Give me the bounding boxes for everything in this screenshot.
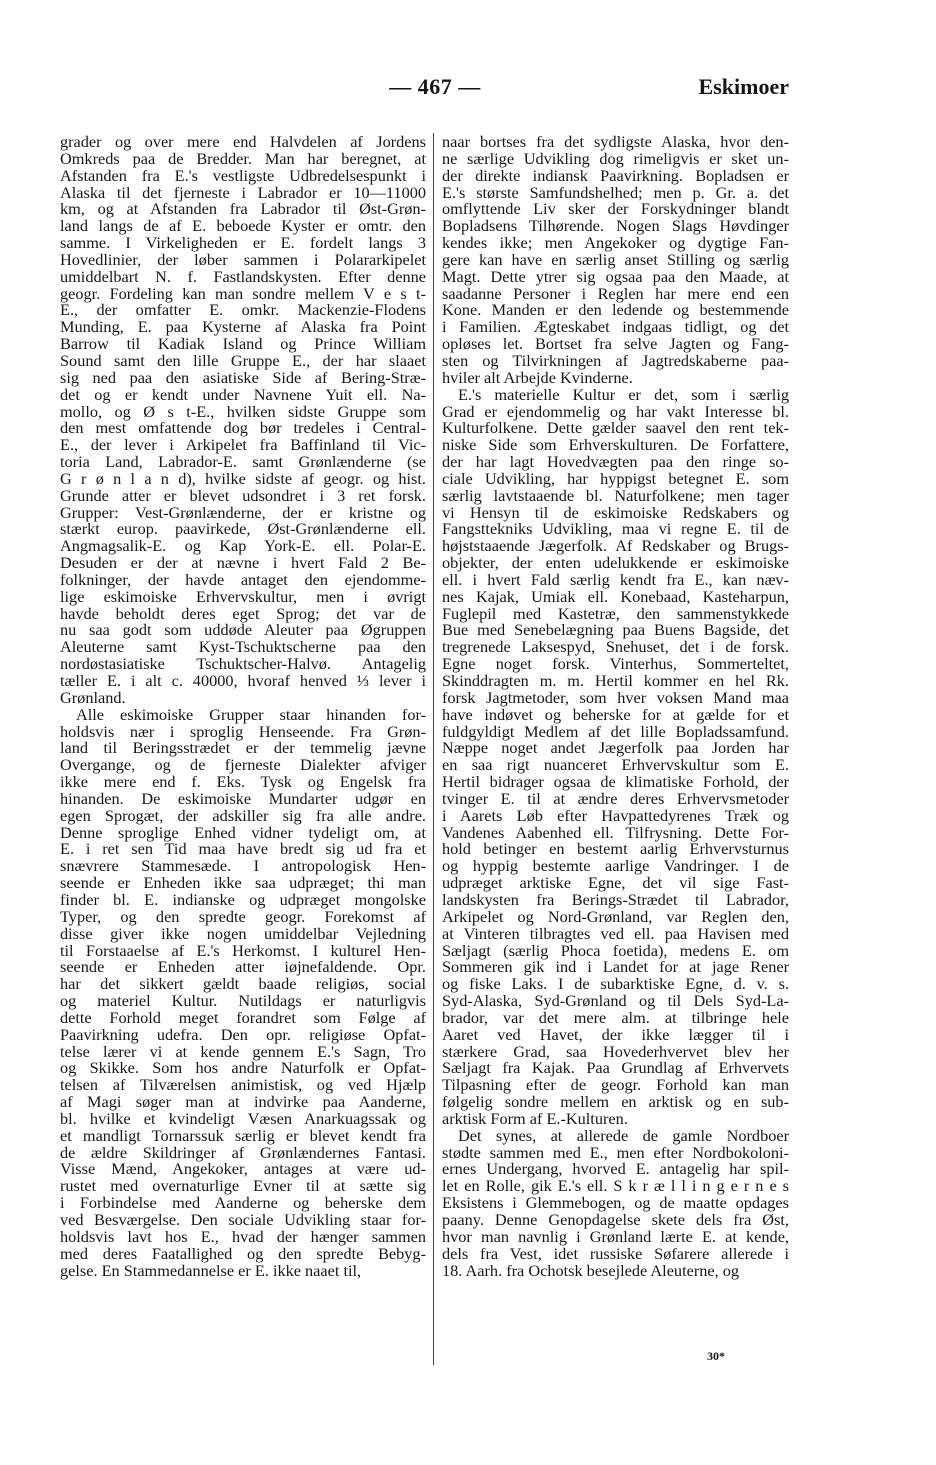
left-text-column bbox=[60, 134, 426, 1279]
text-line: til Forstaaelse af E.'s Herkomst. I kulturel Hen- bbox=[60, 940, 426, 960]
text-line: og materiel Kultur. Nutildags er naturligvis bbox=[60, 991, 426, 1011]
text-line: Bopladsens Tilhørende. Nogen Slags Høvdinger bbox=[442, 216, 789, 236]
text-line: Magt. Dette ytrer sig ogsaa paa den Maade, at bbox=[442, 266, 789, 286]
text-line: Angmagsalik-E. og Kap York-E. ell. Polar-E. bbox=[60, 536, 426, 556]
text-line: egen Sprogæt, der adskiller sig fra alle andre. bbox=[60, 805, 426, 825]
text-line: dels fra Vest, idet russiske Søfarere allerede i bbox=[442, 1243, 789, 1263]
text-line: ikke mere end f. Eks. Tysk og Engelsk fra bbox=[60, 772, 426, 792]
text-line: gelse. En Stammedannelse er E. ikke naaet til, bbox=[60, 1260, 362, 1280]
text-line: stærkt europ. paavirkede, Øst-Grønlænderne ell. bbox=[60, 519, 426, 539]
text-line: Fangsttekniks Udvikling, maa vi regne E. til de bbox=[442, 519, 789, 539]
text-line: opløses let. Bortset fra selve Jagten og Fang- bbox=[442, 334, 789, 354]
text-line: sig ned paa den asiatiske Side af Bering-Stræ- bbox=[60, 367, 426, 387]
text-line: Omkreds paa de Bredder. Man har beregnet, at bbox=[60, 148, 426, 168]
text-line: E. i ret sen Tid maa have bredt sig ud fra et bbox=[60, 839, 426, 859]
text-line: E.'s materielle Kultur er det, som i særlig bbox=[458, 384, 789, 404]
text-line: E., der omfatter E. omkr. Mackenzie-Flodens bbox=[60, 300, 426, 320]
text-line: Aleuterne samt Kyst-Tschuktscherne paa den bbox=[60, 637, 426, 657]
text-line: tregrenede Laksespyd, Snehuset, det i de forsk. bbox=[442, 637, 789, 657]
text-line: Denne sproglige Enhed vidner tydeligt om, at bbox=[60, 822, 426, 842]
text-line: Grupper: Vest-Grønlænderne, der er kristne og bbox=[60, 502, 426, 522]
text-line: paany. Denne Genopdagelse skete dels fra Øst, bbox=[442, 1210, 789, 1229]
text-line: holdsvis nær i sproglig Henseende. Fra Grøn- bbox=[60, 721, 426, 741]
text-line: Alaska til det fjerneste i Labrador er 10—11000 bbox=[60, 182, 426, 202]
text-line: Sæljagt fra Kajak. Paa Grundlag af Erhvervets bbox=[442, 1058, 789, 1078]
text-line: en saa rigt nuanceret Erhvervskultur som E. bbox=[442, 755, 789, 775]
text-line: Grønland. bbox=[60, 687, 126, 707]
text-line: Kulturfolkene. Dette gælder saavel den rent tek- bbox=[442, 418, 789, 438]
text-line: havde beholdt deres eget Sprog; det var de bbox=[60, 603, 426, 623]
text-line: folkninger, der havde antaget den ejendomme- bbox=[60, 569, 426, 589]
text-line: Fuglepil med Kastetræ, den sammenstykkede bbox=[442, 603, 789, 623]
text-line: ell. i hvert Fald særlig kendt fra E., kan næv- bbox=[442, 569, 789, 589]
text-line: nu saa godt som uddøde Aleuter paa Øgruppen bbox=[60, 620, 426, 640]
text-line: Arkipelet og Nord-Grønland, var Reglen den, bbox=[442, 906, 789, 926]
text-line: Bue med Senebelægning paa Buens Bagside, det bbox=[442, 620, 789, 640]
text-line: Aaret ved Havet, der ikke lægger til i bbox=[442, 1024, 789, 1044]
text-line: 18. Aarh. fra Ochotsk besejlede Aleuterne, og bbox=[442, 1260, 740, 1280]
text-line: land langs de af E. beboede Kyster er omtr. den bbox=[60, 216, 426, 236]
text-line: G r ø n l a n d), hvilke sidste af geogr. og hist. bbox=[60, 468, 426, 488]
text-line: nordøstasiatiske Tschuktscher-Halvø. Antagelig bbox=[60, 654, 426, 674]
text-line: Overgange, og de fjerneste Dialekter afviger bbox=[60, 755, 426, 775]
text-line: ciale Udvikling, har hyppigst betegnet E. som bbox=[442, 468, 789, 488]
text-line: der har lagt Hovedvægten paa den ringe so- bbox=[442, 452, 789, 472]
text-line: landskysten fra Berings-Strædet til Labrador, bbox=[442, 889, 789, 909]
text-line: Visse Mænd, Angekoker, antages at være ud- bbox=[60, 1159, 426, 1179]
text-line: de ældre Skildringer af Grønlændernes Fantasi. bbox=[60, 1142, 426, 1162]
text-line: og hyppig bestemte aarlige Vandringer. I de bbox=[442, 856, 789, 876]
text-line: et mandligt Tornarssuk særlig er blevet kendt fra bbox=[60, 1125, 426, 1145]
text-line: stødte sammen med E., men efter Nordbokoloni- bbox=[442, 1142, 789, 1162]
text-line: Alle eskimoiske Grupper staar hinanden for- bbox=[76, 704, 426, 724]
text-line: og Skikke. Som hos andre Naturfolk er Opfat- bbox=[60, 1058, 426, 1078]
running-head-keyword: Eskimoer bbox=[698, 74, 789, 99]
text-line: grader og over mere end Halvdelen af Jordens bbox=[60, 132, 426, 151]
text-line: fuldgyldigt Medlem af det lille Bopladssamfund. bbox=[442, 721, 789, 741]
text-line: af Magi søger man at indvirke paa Aanderne, bbox=[60, 1092, 426, 1112]
text-line: Eksistens i Glemmebogen, og de maatte opdages bbox=[442, 1193, 789, 1213]
text-line: seende er Enheden atter iøjnefaldende. Opr. bbox=[60, 957, 426, 977]
text-line: Det synes, at allerede de gamle Nordboer bbox=[458, 1125, 789, 1145]
text-line: Sound samt den lille Gruppe E., der har slaaet bbox=[60, 350, 426, 370]
text-line: gere kan have en særlig anset Stilling og særlig bbox=[442, 249, 789, 269]
text-line: E., der lever i Arkipelet fra Baffinland til Vic- bbox=[60, 435, 426, 455]
text-line: bl. hvilke et kvindeligt Væsen Anarkuagssak og bbox=[60, 1108, 426, 1128]
text-line: der direkte indiansk Paavirkning. Bopladsen er bbox=[442, 165, 789, 185]
text-line: Munding, E. paa Kysterne af Alaska fra Point bbox=[60, 317, 426, 337]
text-line: Hovedlinier, der løber sammen i Polararkipelet bbox=[60, 249, 426, 269]
text-line: hinanden. De eskimoiske Mundarter udgør en bbox=[60, 788, 426, 808]
text-line: ne særlige Udvikling dog rimeligvis er sket un- bbox=[442, 148, 789, 168]
text-line: umiddelbart N. f. Fastlandskysten. Efter denne bbox=[60, 266, 426, 286]
page-number: — 467 — bbox=[389, 74, 481, 99]
text-line: mollo, og Ø s t-E., hvilken sidste Gruppe som bbox=[60, 401, 426, 421]
text-line: rustet med overnaturlige Evner til at sætte sig bbox=[60, 1176, 426, 1196]
text-line: hvor man navnlig i Grønland lærte E. at kende, bbox=[442, 1226, 789, 1246]
text-line: vi Hensyn til de eskimoiske Redskabers og bbox=[442, 502, 789, 522]
text-line: disse giver ikke nogen umiddelbar Vejledning bbox=[60, 923, 426, 943]
text-line: følgelig sondre mellem en arktisk og en sub- bbox=[442, 1092, 789, 1112]
text-line: Sæljagt (særlig Phoca foetida), medens E. om bbox=[442, 940, 789, 960]
text-line: samme. I Virkeligheden er E. fordelt langs 3 bbox=[60, 233, 426, 253]
text-line: niske Side som Erhverskulturen. De Forfattere, bbox=[442, 435, 789, 455]
text-line: Vandenes Aabenhed ell. Tilfrysning. Dette For- bbox=[442, 822, 789, 842]
text-line: telsen af Tilværelsen animistisk, og ved Hjælp bbox=[60, 1075, 426, 1095]
text-line: forsk Jagtmetoder, som hver voksen Mand maa bbox=[442, 687, 789, 707]
text-line: ernes Undergang, hvorved E. antagelig har spil- bbox=[442, 1159, 789, 1179]
right-text-column bbox=[442, 134, 789, 1279]
text-line: saadanne Personer i Reglen har mere end een bbox=[442, 283, 789, 303]
text-line: udpræget arktiske Egne, det vil sige Fast- bbox=[442, 873, 789, 893]
text-line: km, og at Afstanden fra Labrador til Øst-Grøn- bbox=[60, 199, 426, 219]
text-line: Afstanden fra E.'s vestligste Udbredelsespunkt i bbox=[60, 165, 426, 185]
text-line: have indøvet og beherske for at gælde for et bbox=[442, 704, 789, 724]
text-line: i Familien. Ægteskabet indgaas tidligt, og det bbox=[442, 317, 789, 337]
text-line: har det sikkert gældt baade religiøs, social bbox=[60, 974, 426, 994]
text-line: land til Beringsstrædet er der temmelig jævne bbox=[60, 738, 426, 758]
column-divider bbox=[433, 133, 434, 1365]
text-line: i Forbindelse med Aanderne og beherske dem bbox=[60, 1193, 426, 1213]
text-line: geogr. Fordeling kan man sondre mellem V e s t- bbox=[60, 283, 426, 303]
text-line: Kone. Manden er den ledende og bestemmende bbox=[442, 300, 789, 320]
text-line: i Aarets Løb efter Havpattedyrenes Træk og bbox=[442, 805, 789, 825]
text-line: at Vinteren tilbragtes ved ell. paa Havisen med bbox=[442, 923, 789, 943]
text-line: hviler alt Arbejde Kvinderne. bbox=[442, 367, 633, 387]
text-line: objekter, der enten udelukkende er eskimoiske bbox=[442, 553, 789, 573]
text-line: det og er kendt under Navnene Yuit ell. Na- bbox=[60, 384, 426, 404]
text-line: Barrow til Kadiak Island og Prince William bbox=[60, 334, 426, 354]
printer-signature-mark: 30* bbox=[707, 1349, 725, 1363]
text-line: finder bl. E. indianske og udpræget mongolske bbox=[60, 889, 426, 909]
text-line: holdsvis lavt hos E., hvad der hænger sammen bbox=[60, 1226, 426, 1246]
text-line: snævrere Stammesæde. I antropologisk Hen- bbox=[60, 856, 426, 876]
text-line: den mest omfattende dog bør tredeles i Central- bbox=[60, 418, 426, 438]
text-line: Næppe noget andet Jægerfolk paa Jorden har bbox=[442, 738, 789, 758]
text-line: Egne noget forsk. Vinterhus, Sommerteltet, bbox=[442, 654, 789, 674]
text-line: kendes ikke; men Angekoker og dygtige Fan- bbox=[442, 233, 789, 253]
text-line: naar bortses fra det sydligste Alaska, hvor den- bbox=[442, 132, 789, 151]
text-line: seende er Enheden ikke saa udpræget; thi man bbox=[60, 873, 426, 893]
text-line: telse lærer vi at kende gennem E.'s Sagn, Tro bbox=[60, 1041, 426, 1061]
text-line: hold betinger en bestemt aarlig Erhvervsturnus bbox=[442, 839, 789, 859]
text-line: Desuden er der at nævne i hvert Fald 2 Be- bbox=[60, 553, 426, 573]
text-line: tvinger E. til at ændre deres Erhvervsmetoder bbox=[442, 788, 789, 808]
text-line: lige eskimoiske Erhvervskultur, men i øvrigt bbox=[60, 586, 426, 606]
text-line: Grunde atter er blevet udsondret i 3 ret forsk. bbox=[60, 485, 426, 505]
text-line: højststaaende Jægerfolk. Af Redskaber og Brugs- bbox=[442, 536, 789, 556]
text-line: Typer, og den spredte geogr. Forekomst af bbox=[60, 906, 426, 926]
text-line: stærkere Grad, saa Hovederhvervet blev her bbox=[442, 1041, 789, 1061]
text-line: arktisk Form af E.-Kulturen. bbox=[442, 1108, 628, 1128]
text-line: tæller E. i alt c. 40000, hvoraf henved ⅓ lever i bbox=[60, 671, 426, 690]
text-line: dette Forhold meget forandret som Følge af bbox=[60, 1007, 426, 1027]
text-line: toria Land, Labrador-E. samt Grønlænderne (se bbox=[60, 452, 426, 472]
text-line: og fiske Laks. I de subarktiske Egne, d. v. s. bbox=[442, 974, 789, 994]
text-line: brador, var det mere alm. at tilbringe hele bbox=[442, 1007, 789, 1027]
text-line: særlig lavtstaaende bl. Naturfolkene; men tager bbox=[442, 485, 789, 505]
text-line: Syd-Alaska, Syd-Grønland og til Dels Syd-La- bbox=[442, 991, 789, 1011]
text-line: nes Kajak, Umiak ell. Konebaad, Kasteharpun, bbox=[442, 586, 789, 606]
text-line: let en Rolle, gik E.'s ell. S k r æ l l i n g e r n e s bbox=[442, 1176, 789, 1196]
text-line: Tilpasning efter de geogr. Forhold kan man bbox=[442, 1075, 789, 1095]
text-line: Grad er ejendommelig og har vakt Interesse bl. bbox=[442, 401, 789, 421]
text-line: E.'s største Samfundshelhed; men p. Gr. a. det bbox=[442, 182, 789, 202]
text-line: Sommeren gik ind i Landet for at jage Rener bbox=[442, 957, 789, 977]
text-line: Skinddragten m. m. Hertil kommer en hel Rk. bbox=[442, 671, 789, 690]
text-line: sten og Tilvirkningen af Jagtredskaberne paa- bbox=[442, 350, 789, 370]
text-line: omflyttende Liv sker der Forskydninger blandt bbox=[442, 199, 789, 219]
text-line: Hertil bidrager ogsaa de klimatiske Forhold, der bbox=[442, 772, 789, 792]
text-line: Paavirkning udefra. Den opr. religiøse Opfat- bbox=[60, 1024, 426, 1044]
text-line: ved Besværgelse. Den sociale Udvikling staar for- bbox=[60, 1210, 426, 1229]
text-line: med deres Faatallighed og den spredte Bebyg- bbox=[60, 1243, 426, 1263]
